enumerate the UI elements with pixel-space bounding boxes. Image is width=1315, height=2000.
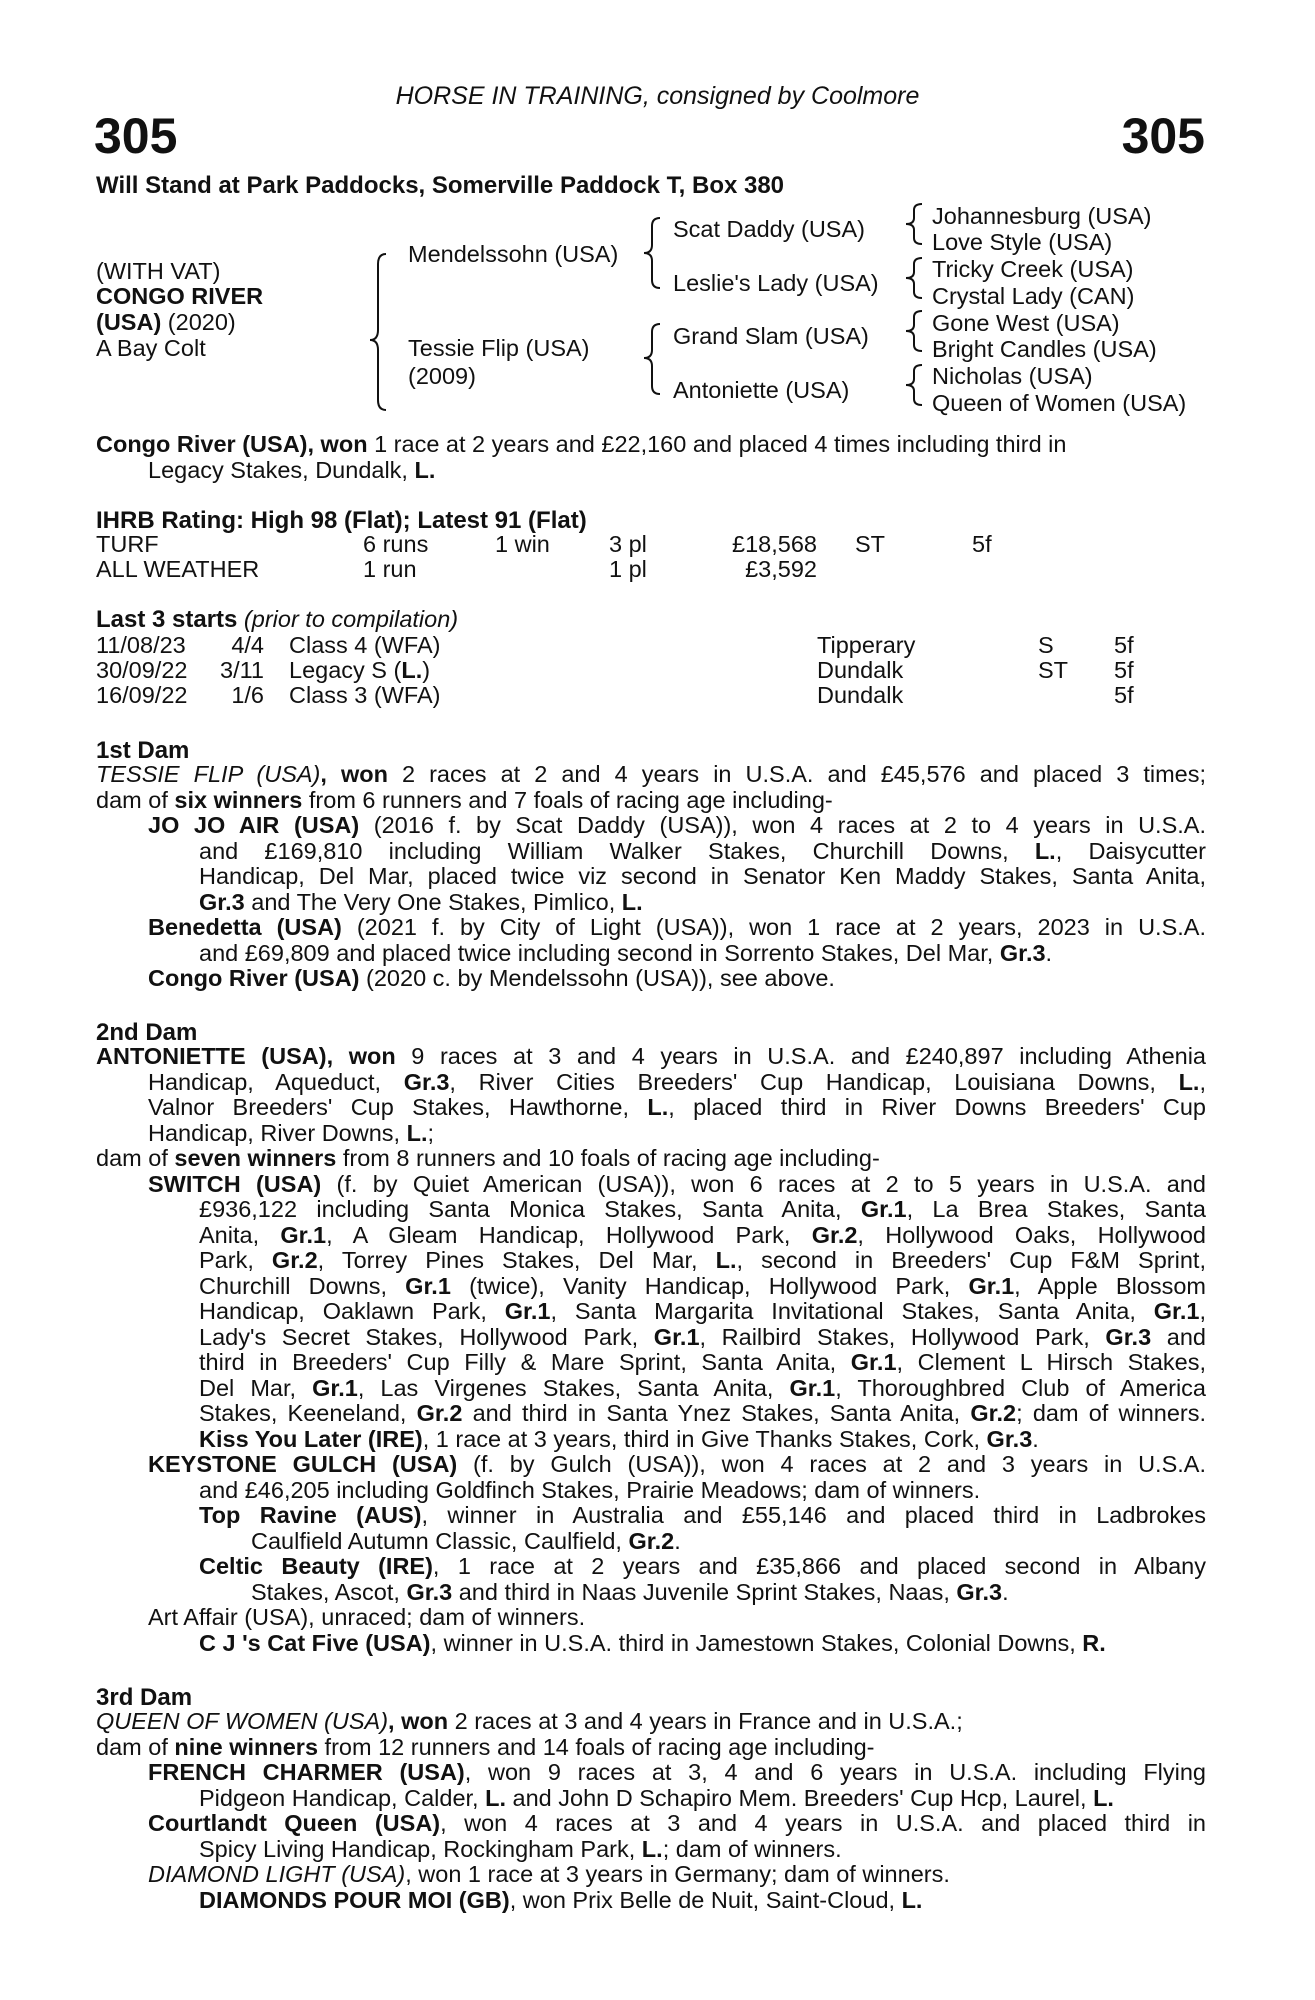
rating-prize: £18,568 [732,531,817,557]
dam3-line: dam of nine winners from 12 runners and 14 foals of racing age including- [96,1733,875,1760]
rating-surface: TURF [96,531,159,557]
dam2-line: and £46,205 including Goldfinch Stakes, Prairie Meadows; dam of winners. [199,1476,981,1503]
pedigree-ssd: Love Style (USA) [932,229,1113,255]
lot-number-left: 305 [94,108,178,164]
start-distance: 5f [1114,657,1134,683]
dam3-line: DIAMONDS POUR MOI (GB), won Prix Belle de Nuit, Saint-Cloud, L. [199,1886,923,1913]
dam2-line: Anita, Gr.1, A Gleam Handicap, Hollywood Park, Gr.2, Hollywood Oaks, Hollywood [199,1221,1206,1248]
stand-location: Will Stand at Park Paddocks, Somerville Paddock T, Box 380 [96,172,785,199]
horse-description: A Bay Colt [96,335,206,361]
rating-prize: £3,592 [745,556,817,582]
start-race [289,658,430,684]
dam2-line: third in Breeders' Cup Filly & Mare Sprint, Santa Anita, Gr.1, Clement L Hirsch Stakes, [199,1349,1206,1375]
start-course: Dundalk [817,682,904,708]
dam2-line: Del Mar, Gr.1, Las Virgenes Stakes, Santa Anita, Gr.1, Thoroughbred Club of America [199,1374,1206,1401]
rating-placed: 1 pl [609,556,647,582]
dam2-line: Celtic Beauty (IRE), 1 race at 2 years and £35,866 and placed second in Albany [199,1553,1206,1579]
dam2-line: Art Affair (USA), unraced; dam of winners. [148,1604,586,1630]
rating-runs: 1 run [363,556,417,582]
dam1-line: Congo River (USA) (2020 c. by Mendelssohn (USA)), see above. [148,965,835,991]
start-distance: 5f [1114,682,1134,708]
start-date: 30/09/22 [96,657,188,683]
lot-number-right: 305 [1121,108,1205,164]
pedigree-sire-sire: Scat Daddy (USA) [673,216,865,242]
rating-wins: 1 win [495,531,550,557]
dam2-line: Handicap, Oaklawn Park, Gr.1, Santa Margarita Invitational Stakes, Santa Anita, Gr.1, [199,1298,1207,1324]
start-date: 11/08/23 [96,632,186,658]
dam2-line: Valnor Breeders' Cup Stakes, Hawthorne, L., placed third in River Downs Breeders' Cup [148,1094,1206,1120]
dam3-line: Courtlandt Queen (USA), won 4 races at 3 and 4 years in U.S.A. and placed third in [148,1810,1206,1836]
dam2-line: Caulfield Autumn Classic, Caulfield, Gr.2. [251,1527,681,1554]
dam2-line: Churchill Downs, Gr.1 (twice), Vanity Handicap, Hollywood Park, Gr.1, Apple Blossom [199,1272,1207,1299]
vat-note: (WITH VAT) [96,258,221,284]
start-course: Tipperary [817,632,916,658]
dam2-line: Stakes, Keeneland, Gr.2 and third in Santa Ynez Stakes, Santa Anita, Gr.2; dam of winners. [199,1400,1207,1426]
pedigree-ddd: Queen of Women (USA) [932,390,1187,416]
start-course: Dundalk [817,657,904,683]
start-race-name: Class 3 (WFA) [289,682,441,708]
start-race-name: Class 4 (WFA) [289,632,441,658]
dam3-heading: 3rd Dam [96,1684,193,1711]
start-distance: 5f [1114,632,1134,658]
rating-going: ST [855,531,886,557]
dam2-line: KEYSTONE GULCH (USA) (f. by Gulch (USA)), won 4 races at 2 and 3 years in U.S.A. [148,1451,1206,1477]
start-race [289,633,440,659]
dam1-line: and £69,809 and placed twice including second in Sorrento Stakes, Del Mar, Gr.3. [199,939,1053,966]
dam2-line: Handicap, Aqueduct, Gr.3, River Cities Breeders' Cup Handicap, Louisiana Downs, L., [148,1068,1206,1095]
pedigree-sire: Mendelssohn (USA) [408,241,619,267]
summary-text-1: 1 race at 2 years and £22,160 and placed 4 times including third in [367,431,1067,457]
start-race [289,683,440,709]
rating-placed: 3 pl [609,531,647,557]
pedigree-sire-dam: Leslie's Lady (USA) [673,270,879,296]
starts-note: (prior to compilation) [237,606,459,632]
dam2-line: Lady's Secret Stakes, Hollywood Park, Gr.1, Railbird Stakes, Hollywood Park, Gr.3 and [199,1323,1206,1350]
start-position: 1/6 [231,682,264,708]
dam2-line: ANTONIETTE (USA), won 9 races at 3 and 4 years in U.S.A. and £240,897 including Athenia [96,1043,1206,1069]
start-position: 4/4 [231,632,264,658]
dam2-line: dam of seven winners from 8 runners and 10 foals of racing age including- [96,1145,880,1171]
dam2-line: Kiss You Later (IRE), 1 race at 3 years, third in Give Thanks Stakes, Cork, Gr.3. [199,1425,1039,1452]
horse-summary [96,432,1206,483]
dam1-section [96,762,1206,992]
rating-runs: 6 runs [363,531,429,557]
page-header-title: HORSE IN TRAINING, consigned by Coolmore [395,82,920,110]
pedigree-dam: Tessie Flip (USA) [408,335,590,361]
pedigree-sss: Johannesburg (USA) [932,203,1152,229]
dam2-line: Park, Gr.2, Torrey Pines Stakes, Del Mar, L., second in Breeders' Cup F&M Sprint, [199,1247,1206,1273]
horse-year: (2020) [161,309,236,335]
dam3-line: FRENCH CHARMER (USA), won 9 races at 3, 4 and 6 years in U.S.A. including Flying [148,1759,1207,1785]
dam3-line: DIAMOND LIGHT (USA), won 1 race at 3 years in Germany; dam of winners. [148,1861,950,1887]
dam2-line: C J 's Cat Five (USA), winner in U.S.A. third in Jamestown Stakes, Colonial Downs, R. [199,1629,1106,1656]
start-race-name: Legacy S ( [289,657,402,683]
rating-surface: ALL WEATHER [96,556,260,582]
dam1-line: Gr.3 and The Very One Stakes, Pimlico, L. [199,888,643,915]
pedigree-dam-sire: Grand Slam (USA) [673,323,869,349]
dam3-line: QUEEN OF WOMEN (USA), won 2 races at 3 and 4 years in France and in U.S.A.; [96,1708,963,1734]
dam1-line: dam of six winners from 6 runners and 7 foals of racing age including- [96,786,833,813]
start-position: 3/11 [220,657,264,683]
start-race-grade: L. [401,657,423,683]
start-going: ST [1038,657,1069,683]
horse-country: (USA) [96,309,162,335]
rating-distance: 5f [972,531,992,557]
dam2-line: £936,122 including Santa Monica Stakes, Santa Anita, Gr.1, La Brea Stakes, Santa [199,1196,1206,1222]
start-race-close: ) [422,657,431,683]
summary-won: , won [307,431,368,457]
starts-heading: Last 3 starts [96,606,238,633]
dam1-line: Benedetta (USA) (2021 f. by City of Light (USA)), won 1 race at 2 years, 2023 in U.S.A. [148,914,1206,940]
horse-name: CONGO RIVER [96,283,264,309]
dam1-line: and £169,810 including William Walker Stakes, Churchill Downs, L., Daisycutter [199,837,1206,864]
dam1-heading: 1st Dam [96,737,190,764]
dam1-line: Handicap, Del Mar, placed twice viz second in Senator Ken Maddy Stakes, Santa Anita, [199,863,1206,889]
summary-grade: L. [414,456,436,483]
pedigree-dam-dam: Antoniette (USA) [673,377,850,403]
dam2-line: Handicap, River Downs, L.; [148,1119,435,1146]
dam3-line: Pidgeon Handicap, Calder, L. and John D Schapiro Mem. Breeders' Cup Hcp, Laurel, L. [199,1784,1114,1811]
start-date: 16/09/22 [96,682,188,708]
dam2-heading: 2nd Dam [96,1019,198,1046]
dam1-line: JO JO AIR (USA) (2016 f. by Scat Daddy (USA)), won 4 races at 2 to 4 years in U.S.A. [148,812,1206,838]
dam2-section [96,1044,1206,1656]
pedigree-dam-year: (2009) [408,363,476,389]
summary-horse-name: Congo River (USA) [96,431,308,457]
dam2-line: Stakes, Ascot, Gr.3 and third in Naas Juvenile Sprint Stakes, Naas, Gr.3. [251,1578,1009,1605]
dam3-line: Spicy Living Handicap, Rockingham Park, L.; dam of winners. [199,1835,842,1862]
rating-heading: IHRB Rating: High 98 (Flat); Latest 91 (Flat) [96,507,587,534]
dam3-section [96,1709,1206,1913]
summary-text-2: Legacy Stakes, Dundalk, [148,456,415,483]
pedigree-dss: Gone West (USA) [932,310,1120,336]
pedigree-sds: Tricky Creek (USA) [932,256,1134,282]
pedigree-dds: Nicholas (USA) [932,363,1093,389]
pedigree-dsd: Bright Candles (USA) [932,336,1157,362]
start-going: S [1038,632,1054,658]
dam2-line: SWITCH (USA) (f. by Quiet American (USA)), won 6 races at 2 to 5 years in U.S.A. and [148,1170,1206,1197]
starts-heading-line [96,607,458,633]
dam1-line: TESSIE FLIP (USA), won 2 races at 2 and 4 years in U.S.A. and £45,576 and placed 3 times; [96,761,1207,787]
pedigree-sdd: Crystal Lady (CAN) [932,283,1135,309]
dam2-line: Top Ravine (AUS), winner in Australia and £55,146 and placed third in Ladbrokes [199,1502,1206,1528]
